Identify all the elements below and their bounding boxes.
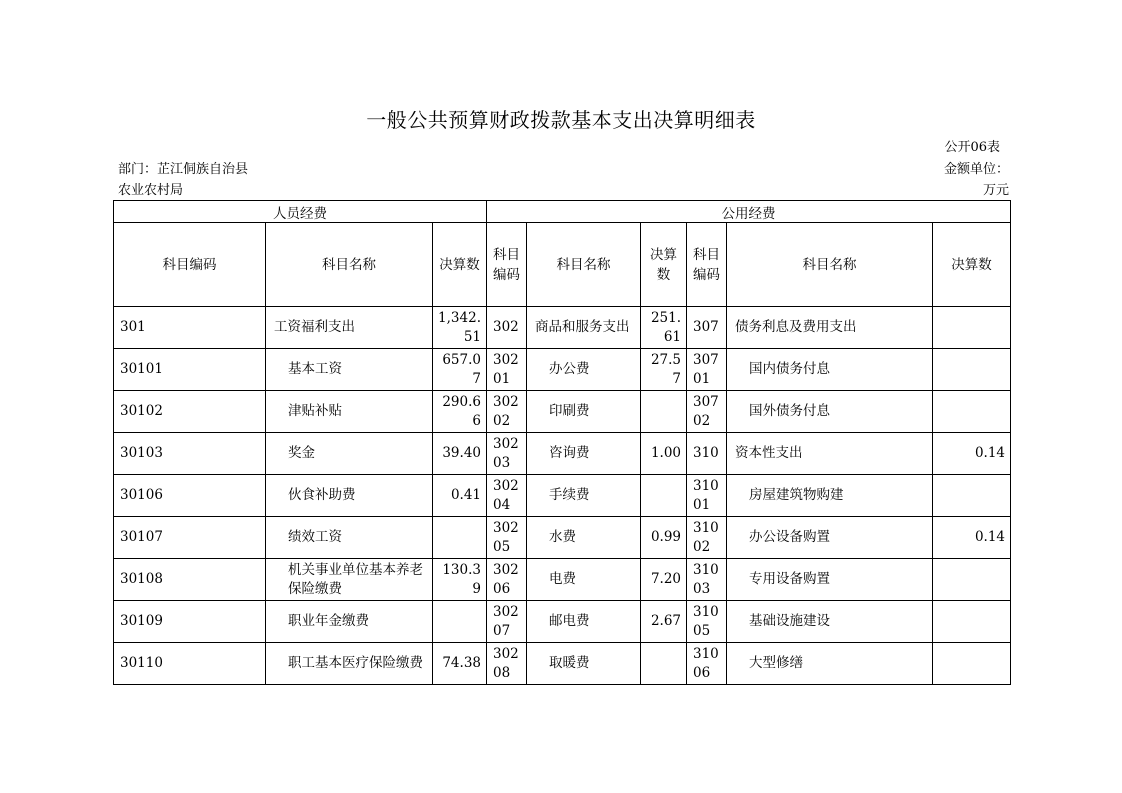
goods-amount-cell (641, 475, 687, 517)
personnel-code-cell: 30108 (114, 559, 266, 601)
goods-name-cell: 咨询费 (527, 433, 641, 475)
table-row (114, 433, 1011, 475)
column-header-row (114, 223, 1011, 307)
personnel-amount-cell: 657.07 (433, 349, 487, 391)
table-row (114, 475, 1011, 517)
personnel-code-cell: 30107 (114, 517, 266, 559)
goods-code-cell: 30206 (487, 559, 527, 601)
goods-code-cell: 30204 (487, 475, 527, 517)
capital-code-cell: 30702 (687, 391, 727, 433)
table-row (114, 391, 1011, 433)
section-public: 公用经费 (487, 201, 1011, 223)
personnel-amount-cell: 1,342.51 (433, 307, 487, 349)
personnel-name-cell: 绩效工资 (266, 517, 433, 559)
capital-name-cell: 国外债务付息 (727, 391, 933, 433)
personnel-code-cell: 30101 (114, 349, 266, 391)
header-name: 科目名称 (266, 223, 433, 307)
goods-code-cell: 30207 (487, 601, 527, 643)
table-row (114, 559, 1011, 601)
goods-amount-cell (641, 643, 687, 685)
header-amount: 决算数 (641, 223, 687, 307)
capital-amount-cell (933, 601, 1011, 643)
personnel-name-cell: 职工基本医疗保险缴费 (266, 643, 433, 685)
capital-code-cell: 31003 (687, 559, 727, 601)
table-row (114, 307, 1011, 349)
capital-name-cell: 国内债务付息 (727, 349, 933, 391)
capital-amount-cell (933, 391, 1011, 433)
table-row (114, 601, 1011, 643)
capital-code-cell: 31001 (687, 475, 727, 517)
goods-name-cell: 商品和服务支出 (527, 307, 641, 349)
goods-amount-cell: 251.61 (641, 307, 687, 349)
goods-code-cell: 30202 (487, 391, 527, 433)
personnel-amount-cell: 130.39 (433, 559, 487, 601)
personnel-amount-cell: 39.40 (433, 433, 487, 475)
table-row (114, 517, 1011, 559)
personnel-code-cell: 30102 (114, 391, 266, 433)
header-code: 科目编码 (114, 223, 266, 307)
goods-name-cell: 办公费 (527, 349, 641, 391)
personnel-name-cell: 职业年金缴费 (266, 601, 433, 643)
table-row (114, 643, 1011, 685)
personnel-name-cell: 津贴补贴 (266, 391, 433, 433)
header-name: 科目名称 (727, 223, 933, 307)
header-amount: 决算数 (433, 223, 487, 307)
personnel-amount-cell: 290.66 (433, 391, 487, 433)
goods-code-cell: 30205 (487, 517, 527, 559)
personnel-name-cell: 工资福利支出 (266, 307, 433, 349)
table-row (114, 349, 1011, 391)
goods-amount-cell: 1.00 (641, 433, 687, 475)
personnel-code-cell: 30103 (114, 433, 266, 475)
goods-name-cell: 邮电费 (527, 601, 641, 643)
goods-name-cell: 电费 (527, 559, 641, 601)
capital-name-cell: 大型修缮 (727, 643, 933, 685)
header-name: 科目名称 (527, 223, 641, 307)
goods-amount-cell: 0.99 (641, 517, 687, 559)
goods-amount-cell: 27.57 (641, 349, 687, 391)
personnel-amount-cell (433, 517, 487, 559)
capital-amount-cell (933, 307, 1011, 349)
goods-amount-cell (641, 391, 687, 433)
capital-amount-cell (933, 643, 1011, 685)
unit-value: 万元 (982, 183, 1009, 198)
goods-name-cell: 手续费 (527, 475, 641, 517)
goods-name-cell: 水费 (527, 517, 641, 559)
department-label-cont: 农业农村局 (118, 183, 184, 198)
goods-code-cell: 30201 (487, 349, 527, 391)
goods-code-cell: 30208 (487, 643, 527, 685)
personnel-name-cell: 奖金 (266, 433, 433, 475)
page-title: 一般公共预算财政拨款基本支出决算明细表 (366, 108, 756, 132)
personnel-amount-cell (433, 601, 487, 643)
capital-name-cell: 基础设施建设 (727, 601, 933, 643)
personnel-code-cell: 30110 (114, 643, 266, 685)
personnel-amount-cell: 74.38 (433, 643, 487, 685)
goods-name-cell: 印刷费 (527, 391, 641, 433)
form-number: 公开06表 (944, 140, 1000, 155)
personnel-code-cell: 30106 (114, 475, 266, 517)
capital-name-cell: 办公设备购置 (727, 517, 933, 559)
capital-code-cell: 307 (687, 307, 727, 349)
goods-code-cell: 302 (487, 307, 527, 349)
header-code: 科目编码 (687, 223, 727, 307)
goods-amount-cell: 2.67 (641, 601, 687, 643)
capital-name-cell: 房屋建筑物购建 (727, 475, 933, 517)
department-label: 部门：芷江侗族自治县 (118, 162, 249, 177)
unit-label: 金额单位： (943, 162, 1009, 177)
capital-code-cell: 30701 (687, 349, 727, 391)
capital-amount-cell (933, 475, 1011, 517)
expenditure-table (113, 200, 1011, 685)
header-code: 科目编码 (487, 223, 527, 307)
personnel-code-cell: 301 (114, 307, 266, 349)
capital-code-cell: 31005 (687, 601, 727, 643)
capital-name-cell: 专用设备购置 (727, 559, 933, 601)
capital-code-cell: 310 (687, 433, 727, 475)
capital-amount-cell: 0.14 (933, 433, 1011, 475)
section-header-row (114, 201, 1011, 223)
personnel-name-cell: 伙食补助费 (266, 475, 433, 517)
capital-code-cell: 31006 (687, 643, 727, 685)
personnel-code-cell: 30109 (114, 601, 266, 643)
personnel-name-cell: 机关事业单位基本养老保险缴费 (266, 559, 433, 601)
capital-amount-cell: 0.14 (933, 517, 1011, 559)
goods-amount-cell: 7.20 (641, 559, 687, 601)
goods-code-cell: 30203 (487, 433, 527, 475)
goods-name-cell: 取暖费 (527, 643, 641, 685)
capital-name-cell: 债务利息及费用支出 (727, 307, 933, 349)
capital-amount-cell (933, 559, 1011, 601)
personnel-amount-cell: 0.41 (433, 475, 487, 517)
capital-code-cell: 31002 (687, 517, 727, 559)
section-personnel: 人员经费 (114, 201, 487, 223)
personnel-name-cell: 基本工资 (266, 349, 433, 391)
capital-amount-cell (933, 349, 1011, 391)
capital-name-cell: 资本性支出 (727, 433, 933, 475)
header-amount: 决算数 (933, 223, 1011, 307)
